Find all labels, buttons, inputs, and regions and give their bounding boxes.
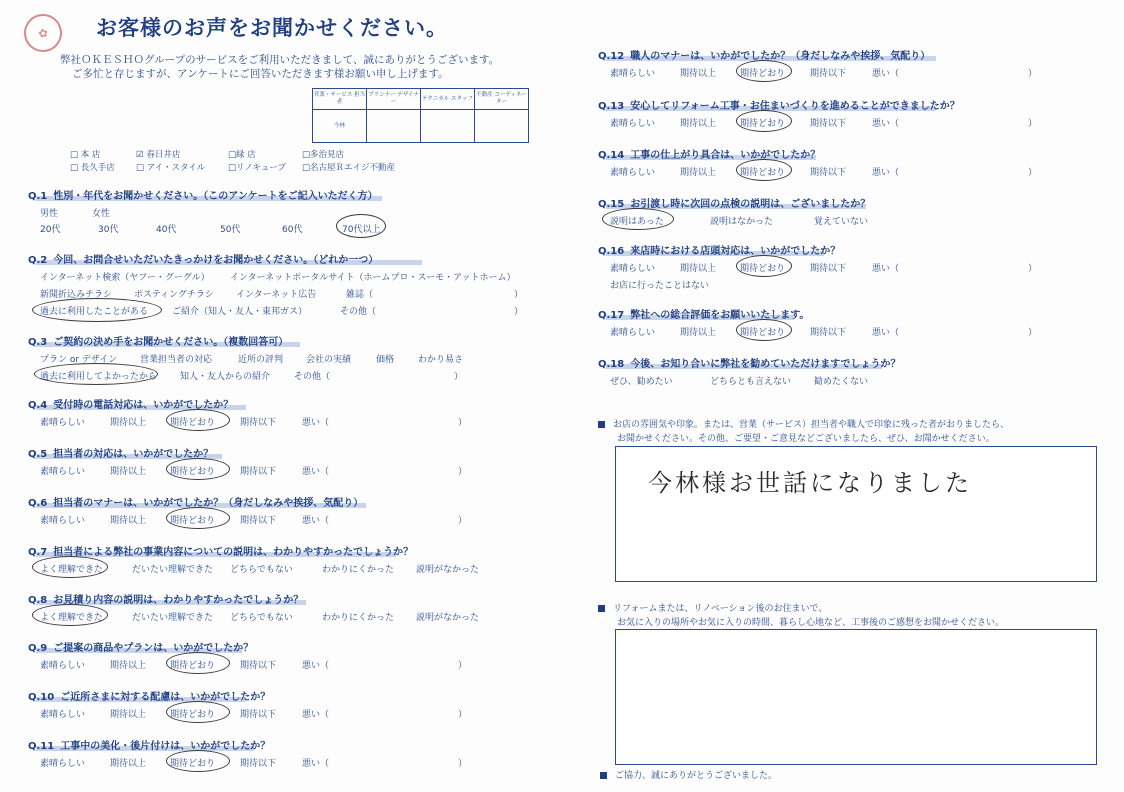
q13-option-4[interactable]: 期待以下 [810,119,847,129]
q2-option-web-ad[interactable]: インターネット広告 [236,290,317,300]
comment-box-1-handwriting: 今林様お世話になりました [648,469,972,497]
q3-number: Q.3 [28,337,48,348]
q17-option-3[interactable]: 期待どおり [740,328,786,338]
q2-option-magazine[interactable]: 雑誌（ [346,290,374,300]
q11-title [28,737,270,752]
q13-text: 安心してリフォーム工事・お住まいづくりを進めることができましたか？ [630,101,960,112]
footer-thanks [600,768,777,781]
q13-number: Q.13 [598,101,625,112]
q1-option-50s[interactable]: 50代 [220,225,241,235]
q2-option-search[interactable]: インターネット検索（ヤフー・グーグル） [40,273,210,283]
q18-option-2[interactable]: どちらとも言えない [710,377,792,387]
footer-thanks-text: ご協力、誠にありがとうございました。 [615,771,778,781]
q18-option-1[interactable]: ぜひ、勧めたい [610,377,673,387]
q6-option-6: ） [458,516,468,526]
q11-option-1[interactable]: 素晴らしい [40,759,86,769]
q16-title [598,242,840,257]
q3-answer-mark [34,363,158,385]
q4-option-2[interactable]: 期待以上 [110,418,147,428]
q4-answer-mark [166,409,230,431]
q9-title [28,639,253,654]
q15-answer-mark [602,208,674,230]
store-tajimi-checkbox[interactable]: □多治見店 [302,150,345,160]
square-bullet-icon [598,421,605,428]
q7-title [28,543,413,558]
q10-option-6: ） [458,710,468,720]
q6-option-5[interactable]: 悪い（ [302,516,330,526]
q8-text: お見積り内容の説明は、わかりやすかったでしょうか？ [53,595,304,606]
q16-option-6: ） [1028,264,1038,274]
q3-title [28,333,288,348]
q1-option-20s[interactable]: 20代 [40,225,61,235]
q4-number: Q.4 [28,400,48,411]
q1-answer-mark [336,214,386,238]
q3-option-reputation[interactable]: 近所の評判 [238,355,284,365]
q15-option-1[interactable]: 説明はあった [610,217,664,227]
q9-option-3[interactable]: 期待どおり [170,661,216,671]
q5-option-5[interactable]: 悪い（ [302,467,330,477]
q12-option-1[interactable]: 素晴らしい [610,69,656,79]
q11-option-5[interactable]: 悪い（ [302,759,330,769]
page-title: お客様のお声をお聞かせください。 [96,16,448,40]
q16-option-4[interactable]: 期待以下 [810,264,847,274]
staff-table [312,88,529,143]
q6-answer-mark [166,507,230,529]
q7-option-5[interactable]: 説明がなかった [416,565,480,575]
q3-text: ご契約の決め手をお聞かせください。（複数回答可） [53,337,289,348]
store-honten-checkbox[interactable]: □ 本 店 [70,150,101,160]
q2-option-portal[interactable]: インターネットポータルサイト（ホームプロ・スーモ・アットホーム） [230,273,516,283]
q16-option-2[interactable]: 期待以上 [680,264,717,274]
q5-answer-mark [166,458,230,480]
comment-box-2[interactable] [615,629,1097,765]
q7-text: 担当者による弊社の事業内容についての説明は、わかりやすかったでしょうか？ [53,547,414,558]
q3-option-design[interactable]: プラン or デザイン [40,355,118,365]
q14-option-3[interactable]: 期待どおり [740,168,786,178]
q8-number: Q.8 [28,595,48,606]
q4-option-4[interactable]: 期待以下 [240,418,277,428]
q4-option-1[interactable]: 素晴らしい [40,418,86,428]
staff-header-planner: プランナー デザイナー [367,89,421,110]
q17-option-6: ） [1028,328,1038,338]
q17-option-5[interactable]: 悪い（ [872,328,900,338]
q5-text: 担当者の対応は、いかがでしたか？ [53,449,214,460]
q4-text: 受付時の電話対応は、いかがでしたか？ [53,400,234,411]
q2-text: 今回、お問合せいただいたきっかけをお聞かせください。（どれか一つ） [53,255,379,266]
q6-option-3[interactable]: 期待どおり [170,516,216,526]
q9-number: Q.9 [28,643,48,654]
q18-text: 今後、お知り合いに弊社を勧めていただけますでしょうか？ [630,359,901,370]
q16-option-5[interactable]: 悪い（ [872,264,900,274]
q10-option-1[interactable]: 素晴らしい [40,710,86,720]
q16-number: Q.16 [598,246,625,257]
q6-text: 担当者のマナーは、いかがでしたか？（身だしなみや挨拶、気配り） [53,498,364,509]
q16-option-never-visited[interactable]: お店に行ったことはない [610,281,710,291]
q8-option-2[interactable]: だいたい理解できた [132,613,214,623]
q16-answer-mark [736,255,792,277]
q2-option-referral[interactable]: ご紹介（知人・友人・東邦ガス） [172,307,308,317]
comment-section-1-line-1: お店の雰囲気や印象。または、営業（サービス）担当者や職人で印象に残った者がおりましたら、 [613,420,1010,430]
q2-answer-mark [32,298,162,322]
q11-text: 工事中の美化・後片付けは、いかがでしたか？ [60,741,271,752]
q1-text: 性別・年代をお聞かせください。（このアンケートをご記入いただく方） [53,191,378,202]
q14-option-6: ） [1028,168,1038,178]
q12-option-4[interactable]: 期待以下 [810,69,847,79]
staff-value-technical[interactable] [421,110,475,143]
q17-option-2[interactable]: 期待以上 [680,328,717,338]
q8-option-3[interactable]: どちらでもない [230,613,293,623]
q3-option-price[interactable]: 価格 [376,355,395,365]
q17-answer-mark [736,319,792,341]
comment-section-2-line-1: リフォームまたは、リノベーション後のお住まいで、 [613,604,828,614]
staff-value-realestate[interactable] [475,110,529,143]
q15-option-2[interactable]: 説明はなかった [710,217,774,227]
q3-option-past-good[interactable]: 過去に利用してよかったから [40,372,158,382]
q5-option-4[interactable]: 期待以下 [240,467,277,477]
q10-option-4[interactable]: 期待以下 [240,710,277,720]
q12-answer-mark [736,60,792,82]
q4-option-5[interactable]: 悪い（ [302,418,330,428]
q5-option-2[interactable]: 期待以上 [110,467,147,477]
comment-section-2-line-2: お気に入りの場所やお気に入りの時間、暮らし心地など、工事後のご感想をお聞かせください。 [617,618,1005,628]
q9-option-1[interactable]: 素晴らしい [40,661,86,671]
q17-number: Q.17 [598,310,625,321]
store-kasugai-checkbox[interactable]: ☑ 春日井店 [136,150,181,160]
q17-title [598,306,809,321]
comment-section-1-prompt [598,418,1009,446]
q7-option-4[interactable]: わかりにくかった [322,565,395,575]
q4-option-6: ） [458,418,468,428]
q9-option-2[interactable]: 期待以上 [110,661,147,671]
q11-answer-mark [166,750,230,772]
q9-option-6: ） [458,661,468,671]
q1-option-male[interactable]: 男性 [40,209,59,219]
q13-option-1[interactable]: 素晴らしい [610,119,656,129]
q12-option-5[interactable]: 悪い（ [872,69,900,79]
q2-magazine-close: ） [514,290,524,300]
q10-option-3[interactable]: 期待どおり [170,710,216,720]
q18-title [598,355,901,370]
q16-option-1[interactable]: 素晴らしい [610,264,656,274]
staff-header-sales: 営業・サービス 担当者 [313,89,367,110]
intro-line-1: 弊社ＯＫＥＳＨＯグループのサービスをご利用いただきまして、誠にありがとうございます。 [60,54,500,66]
q2-option-past-use[interactable]: 過去に利用したことがある [40,307,149,317]
q3-other-close: ） [454,372,464,382]
q1-option-40s[interactable]: 40代 [156,225,177,235]
q2-title [28,251,378,266]
q6-number: Q.6 [28,498,48,509]
q11-option-6: ） [458,759,468,769]
q8-option-4[interactable]: わかりにくかった [322,613,395,623]
q9-option-4[interactable]: 期待以下 [240,661,277,671]
q3-option-track-record[interactable]: 会社の実績 [306,355,352,365]
q1-option-70s[interactable]: 70代以上 [342,225,381,235]
q3-option-friend-referral[interactable]: 知人・友人からの紹介 [180,372,271,382]
staff-value-planner[interactable] [367,110,421,143]
q2-option-newspaper[interactable]: 新聞折込みチラシ [40,290,113,300]
q7-number: Q.7 [28,547,48,558]
store-midori-checkbox[interactable]: □緑 店 [228,150,256,160]
q4-option-3[interactable]: 期待どおり [170,418,216,428]
q1-number: Q.1 [28,191,48,202]
q12-option-6: ） [1028,69,1038,79]
q11-option-3[interactable]: 期待どおり [170,759,216,769]
q3-option-clarity[interactable]: わかり易さ [418,355,464,365]
q14-option-4[interactable]: 期待以下 [810,168,847,178]
q14-option-1[interactable]: 素晴らしい [610,168,656,178]
staff-header-realestate: 不動産 コーディネーター [475,89,529,110]
q13-title [598,97,960,112]
q11-number: Q.11 [28,741,55,752]
q6-option-2[interactable]: 期待以上 [110,516,147,526]
q1-option-60s[interactable]: 60代 [282,225,303,235]
q2-option-posting[interactable]: ポスティングチラシ [134,290,214,300]
q18-option-3[interactable]: 勧めたくない [814,377,869,387]
q7-answer-mark [32,556,108,578]
q5-option-3[interactable]: 期待どおり [170,467,216,477]
q1-title [28,187,378,202]
q14-option-2[interactable]: 期待以上 [680,168,717,178]
q2-other-close: ） [514,307,524,317]
q5-option-1[interactable]: 素晴らしい [40,467,86,477]
q8-option-5[interactable]: 説明がなかった [416,613,480,623]
q6-option-4[interactable]: 期待以下 [240,516,277,526]
company-seal: ✿ [20,10,65,55]
q5-option-6: ） [458,467,468,477]
square-bullet-icon [600,772,607,779]
staff-value-sales[interactable]: 今林 [313,110,367,143]
store-istyle-checkbox[interactable]: □ アイ・スタイル [136,163,206,173]
q12-option-3[interactable]: 期待どおり [740,69,786,79]
store-nagoya-r-checkbox[interactable]: □名古屋Ｒエイジ不動産 [302,163,396,173]
q7-option-3[interactable]: どちらでもない [230,565,293,575]
q9-answer-mark [166,652,230,674]
square-bullet-icon [598,605,605,612]
q8-answer-mark [32,604,108,626]
q10-text: ご近所さまに対する配慮は、いかがでしたか？ [60,692,271,703]
q1-option-30s[interactable]: 30代 [98,225,119,235]
q10-option-2[interactable]: 期待以上 [110,710,147,720]
q14-text: 工事の仕上がり具合は、いかがでしたか？ [630,150,821,161]
q8-option-1[interactable]: よく理解できた [40,613,104,623]
q3-option-sales-staff[interactable]: 営業担当者の対応 [140,355,213,365]
q12-number: Q.12 [598,51,625,62]
q12-text: 職人のマナーは、いかがでしたか？（身だしなみや挨拶、気配り） [630,51,931,62]
q10-answer-mark [166,701,230,723]
q15-number: Q.15 [598,199,625,210]
q17-option-4[interactable]: 期待以下 [810,328,847,338]
q14-option-5[interactable]: 悪い（ [872,168,900,178]
q3-option-other[interactable]: その他（ [294,372,331,382]
q11-option-2[interactable]: 期待以上 [110,759,147,769]
q11-option-4[interactable]: 期待以下 [240,759,277,769]
q14-number: Q.14 [598,150,625,161]
q12-option-2[interactable]: 期待以上 [680,69,717,79]
comment-section-2-prompt [598,602,1004,630]
q16-option-3[interactable]: 期待どおり [740,264,786,274]
q9-text: ご提案の商品やプランは、いかがでしたか？ [53,643,254,654]
q17-text: 弊社への総合評価をお願いいたします。 [630,310,810,321]
q9-option-5[interactable]: 悪い（ [302,661,330,671]
q10-number: Q.10 [28,692,55,703]
q7-option-2[interactable]: だいたい理解できた [132,565,214,575]
q10-option-5[interactable]: 悪い（ [302,710,330,720]
q13-option-2[interactable]: 期待以上 [680,119,717,129]
store-renocube-checkbox[interactable]: □リノキューブ [228,163,286,173]
q18-number: Q.18 [598,359,625,370]
q14-title [598,146,820,161]
q2-number: Q.2 [28,255,48,266]
q15-option-3[interactable]: 覚えていない [814,217,869,227]
staff-header-technical: テクニカル スタッフ [421,89,475,110]
q5-number: Q.5 [28,449,48,460]
store-nagakute-checkbox[interactable]: □ 長久手店 [70,163,115,173]
intro-line-2: ご多忙と存じますが、アンケートにご回答いただきます様お願い申し上げます。 [72,68,449,80]
q10-title [28,688,270,703]
q16-text: 来店時における店頭対応は、いかがでしたか？ [630,246,841,257]
q2-option-other[interactable]: その他（ [340,307,377,317]
q13-option-6: ） [1028,119,1038,129]
q13-option-5[interactable]: 悪い（ [872,119,900,129]
q15-text: お引渡し時に次回の点検の説明は、ございましたか？ [630,199,871,210]
q7-option-1[interactable]: よく理解できた [40,565,104,575]
comment-section-1-line-2: お聞かせください。その他、ご要望・ご意見などございましたら、ぜひ、お聞かせください。 [617,434,995,444]
q14-answer-mark [736,159,792,181]
q13-answer-mark [736,110,792,132]
q1-option-female[interactable]: 女性 [92,209,111,219]
q13-option-3[interactable]: 期待どおり [740,119,786,129]
q6-option-1[interactable]: 素晴らしい [40,516,86,526]
q17-option-1[interactable]: 素晴らしい [610,328,656,338]
comment-box-1[interactable] [615,446,1097,582]
